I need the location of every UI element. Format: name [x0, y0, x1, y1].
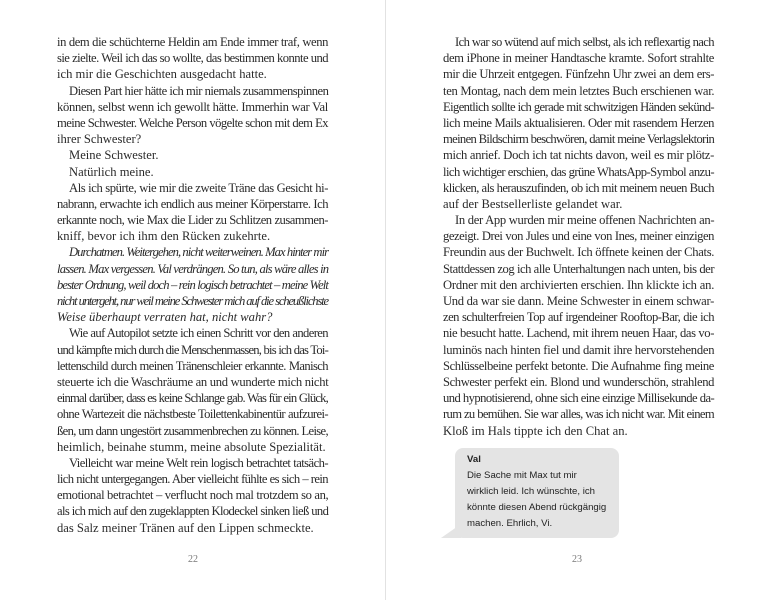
paragraph: [57, 164, 328, 180]
page-number: 23: [572, 554, 582, 565]
paragraph: [57, 325, 328, 455]
text-line: als ich mich auf den zugeklappten Klodeckel sinken ließ und: [57, 504, 329, 519]
text-line: heimlich, beinahe stumm, meine absolute Spezialität.: [57, 439, 326, 454]
text-line: ohne Wartezeit die nächstbeste Toilettenkabinentür aufzurei-: [57, 407, 328, 422]
text-line: auf der Bestsellerliste gelandet war.: [443, 196, 623, 211]
text-line: Vielleicht war meine Welt rein logisch betrachtet tatsäch-: [69, 455, 328, 470]
text-line: ten Montag, nach dem mein letztes Buch erschienen war.: [443, 83, 715, 98]
chat-line: könnte diesen Abend rückgängig: [467, 502, 607, 513]
text-line: klicken, als herauszufinden, ob ich mit meinem neuen Buch: [443, 180, 714, 195]
text-line: Stattdessen zog ich alle Unterhaltungen nach unten, bis der: [443, 261, 715, 276]
text-line: gezeigt. Drei von Jules und eine von Ines, meiner einzigen: [443, 229, 714, 244]
text-line: Als ich spürte, wie mir die zweite Träne das Gesicht hi-: [69, 180, 328, 195]
text-line: erkannte noch, wie Max die Lider zu Schlitzen zusammen-: [57, 213, 328, 228]
text-line: rum zu bemühen. Sie war alles, was ich nicht war. Mit einem: [443, 407, 714, 422]
chat-line: machen. Ehrlich, Vi.: [467, 518, 553, 529]
text-line: das Salz meiner Tränen auf den Lippen schmeckte.: [57, 520, 314, 535]
text-line: dem iPhone in meiner Handtasche kramte. Sofort strahlte: [443, 51, 714, 66]
text-line: luminös nach hinten fiel und damit ihre hervorstehenden: [443, 342, 715, 357]
text-line: einmal darüber, dass es keine Schlange gab. Was für ein Glück,: [57, 391, 328, 406]
text-line: lich meine Mails aktualisieren. Oder mit rasendem Herzen: [443, 115, 714, 130]
text-line: Wie auf Autopilot setzte ich einen Schritt vor den anderen: [69, 326, 328, 341]
text-line: emotional betrachtet – verflucht noch mal trotzdem so an,: [57, 488, 329, 503]
chat-line: Die Sache mit Max tut mir: [467, 470, 577, 481]
text-line: lettenschild durch meinen Tränenschleier erkannte. Manisch: [57, 358, 328, 373]
text-line: mir die Uhrzeit entgegen. Fünfzehn Uhr zwei an dem ers-: [443, 67, 714, 82]
text-line: Durchatmen. Weitergehen, nicht weiterweinen. Max hinter mir: [69, 245, 329, 260]
text-line: steuerte ich die Waschräume an und wunderte mich nicht: [57, 374, 329, 389]
paragraph: [57, 147, 328, 163]
text-line: ich mir die Geschichten ausgedacht hatte.: [57, 67, 267, 82]
text-line: kniff, bevor ich ihm den Rücken zukehrte.: [57, 229, 271, 244]
text-line: meine Schwester. Welche Person vögelte schon mit dem Ex: [57, 115, 328, 130]
text-line: und hypnotisierend, ohne sich eine einzige Millisekunde da-: [443, 391, 715, 406]
text-line: in dem die schüchterne Heldin am Ende immer traf, wenn: [57, 35, 328, 49]
text-line: Schlüsselbeine perfekt betonte. Die Aufnahme fing meine: [443, 358, 714, 373]
text-line: Natürlich meine.: [69, 164, 154, 179]
text-line: nie besucht hatte. Lachend, mit ihrem neuen Haar, das vo-: [443, 326, 714, 341]
text-line: Und da war sie dann. Meine Schwester in einem schwar-: [443, 294, 714, 308]
text-line: Freundin aus der Buchwelt. Ich öffnete keinen der Chats.: [443, 245, 715, 260]
text-line: Schwester perfekt ein. Blond und wunderschön, strahlend: [443, 374, 714, 389]
text-line: Diesen Part hier hätte ich mir niemals zusammenspinnen: [69, 83, 329, 98]
text-line: ßen, um dann ungestört zusammenbrechen zu können. Leise,: [57, 423, 328, 438]
text-line: lassen. Max vergessen. Val verdrängen. So tun, als wäre alles in: [57, 261, 329, 276]
text-line: ihrer Schwester?: [57, 132, 142, 147]
paragraph: [57, 180, 328, 245]
text-line: meinen Bildschirm beschwören, damit meine Verlagslektorin: [443, 132, 715, 147]
paragraph: [57, 83, 328, 148]
paragraph: [57, 34, 328, 83]
left-page-text: [57, 34, 328, 536]
text-line: sie zielte. Weil ich das so wollte, das bestimmen konnte und: [57, 51, 328, 66]
text-line: nabrann, erwachte ich endlich aus meiner Körperstarre. Ich: [57, 196, 328, 211]
text-line: zen schulterfreien Top auf irgendeiner Rooftop-Bar, die ich: [443, 310, 714, 325]
italic-paragraph: [57, 244, 328, 325]
paragraph: [443, 34, 714, 212]
text-line: lich nicht untergegangen. Aber vielleicht fühlte es sich – rein: [57, 472, 328, 487]
text-line: können, selbst wenn ich gewollt hätte. Immerhin war Val: [57, 99, 328, 114]
right-page: [385, 0, 770, 600]
right-page-text: [443, 34, 714, 439]
text-line: Meine Schwester.: [69, 148, 159, 163]
chat-line: wirklich leid. Ich wünschte, ich: [467, 486, 595, 497]
chat-sender: Val: [467, 454, 481, 465]
bubble-tail: [441, 524, 461, 538]
text-line: Weise überhaupt verraten hat, nicht wahr?: [57, 310, 273, 325]
text-line: Ordner mit den archivierten erschien. Ihn klickte ich an.: [443, 277, 715, 292]
text-line: Eigentlich sollte ich gerade mit schwitzigen Händen sekünd-: [443, 99, 714, 114]
text-line: bester Ordnung, weil doch – rein logisch betrachtet – meine Welt: [57, 277, 328, 292]
text-line: Kloß im Hals tippte ich den Chat an.: [443, 423, 628, 438]
text-line: mich anrief. Doch ich tat nichts davon, weil es mir plötz-: [443, 148, 714, 163]
page-number: 22: [188, 554, 198, 565]
paragraph: [443, 212, 714, 439]
chat-message-bubble: [455, 448, 619, 538]
text-line: lich wichtiger erschien, das grüne WhatsApp-Symbol anzu-: [443, 164, 714, 179]
text-line: Ich war so wütend auf mich selbst, als ich reflexartig nach: [455, 35, 714, 49]
text-line: nicht untergeht, nur weil meine Schwester mich auf die scheußlichste: [57, 294, 328, 308]
paragraph: [57, 455, 328, 536]
text-line: In der App wurden mir meine offenen Nachrichten an-: [455, 213, 715, 228]
text-line: und kämpfte mich durch die Menschenmassen, bis ich das Toi-: [57, 342, 328, 357]
